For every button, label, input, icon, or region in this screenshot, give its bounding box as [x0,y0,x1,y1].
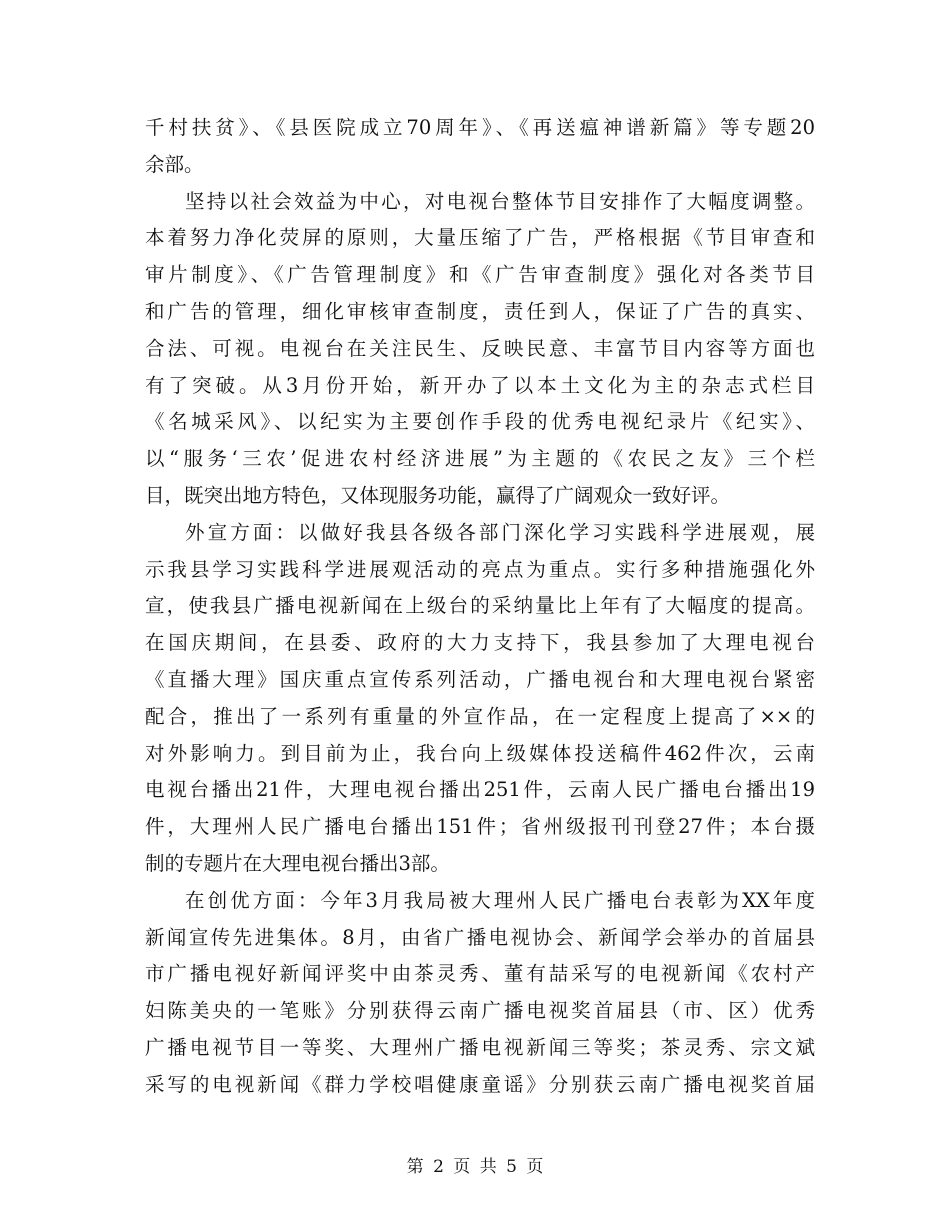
text-line: 广播电视节目一等奖、大理州广播电视新闻三等奖；茶灵秀、宗文斌 [145,1035,815,1059]
paragraph [145,515,815,883]
text-line: 外宣方面：以做好我县各级各部门深化学习实践科学进展观，展 [185,520,815,544]
text-line: 件，大理州人民广播电台播出151件；省州级报刊刊登27件；本台摄 [145,815,815,839]
text-line: 千村扶贫》、《县医院成立70周年》、《再送瘟神谱新篇》等专题20 [145,116,815,139]
text-line: 余部。 [145,152,204,176]
text-line: 电视台播出21件，大理电视台播出251件，云南人民广播电台播出19 [145,778,815,802]
text-line: 有了突破。从3月份开始，新开办了以本土文化为主的杂志式栏目 [145,373,815,397]
paragraph [145,184,815,515]
text-line: 以“服务‘三农’促进农村经济进展”为主题的《农民之友》三个栏 [145,447,815,471]
text-line: 坚持以社会效益为中心，对电视台整体节目安排作了大幅度调整。 [185,189,815,213]
text-line: 妇陈美央的一笔账》分别获得云南广播电视奖首届县（市、区）优秀 [145,999,815,1023]
text-line: 采写的电视新闻《群力学校唱健康童谣》分别获云南广播电视奖首届 [145,1072,815,1096]
text-line: 配合，推出了一系列有重量的外宣作品，在一定程度上提高了××的 [145,704,815,728]
text-line: 和广告的管理，细化审核审查制度，责任到人，保证了广告的真实、 [145,299,815,323]
text-line: 本着努力净化荧屏的原则，大量压缩了广告，严格根据《节目审查和 [145,226,815,250]
text-line: 审片制度》、《广告管理制度》和《广告审查制度》强化对各类节目 [145,263,815,287]
paragraph [145,110,815,184]
text-line: 在创优方面：今年3月我局被大理州人民广播电台表彰为XX年度 [185,888,815,912]
text-line: 示我县学习实践科学进展观活动的亮点为重点。实行多种措施强化外 [145,557,815,581]
text-line: 制的专题片在大理电视台播出3部。 [145,851,450,875]
text-line: 《直播大理》国庆重点宣传系列活动，广播电视台和大理电视台紧密 [145,667,815,691]
text-line: 市广播电视好新闻评奖中由茶灵秀、董有喆采写的电视新闻《农村产 [145,962,815,986]
text-line: 目，既突出地方特色，又体现服务功能，赢得了广阔观众一致好评。 [145,483,731,507]
text-line: 《名城采风》、以纪实为主要创作手段的优秀电视纪录片《纪实》、 [145,410,815,434]
text-line: 在国庆期间，在县委、政府的大力支持下，我县参加了大理电视台 [145,631,815,655]
text-line: 宣，使我县广播电视新闻在上级台的采纳量比上年有了大幅度的提高。 [145,594,815,618]
text-line: 合法、可视。电视台在关注民生、反映民意、丰富节目内容等方面也 [145,336,815,360]
page-footer: 第 2 页 共 5 页 [406,1157,544,1177]
text-line: 新闻宣传先进集体。8月，由省广播电视协会、新闻学会举办的首届县 [145,925,815,949]
text-line: 对外影响力。到目前为止，我台向上级媒体投送稿件462件次，云南 [145,741,815,765]
paragraph [145,883,815,1104]
document-body [145,110,815,1104]
